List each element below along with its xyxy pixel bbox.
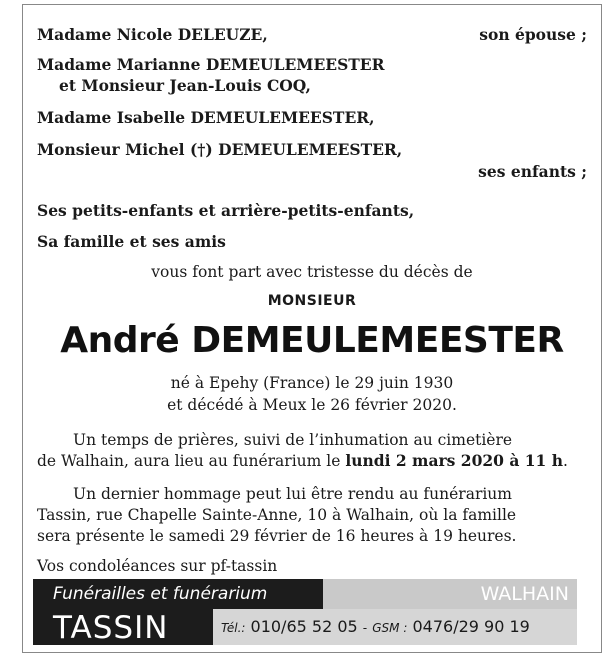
- family-line-1: Madame Nicole DELEUZE,: [37, 25, 268, 44]
- deceased-name: André DEMEULEMEESTER: [60, 320, 564, 361]
- family-line-5: Monsieur Michel (†) DEMEULEMEESTER,: [37, 140, 403, 159]
- gsm-label: GSM :: [372, 621, 408, 635]
- tel-label: Tél.:: [221, 621, 246, 635]
- prayer-line-2: de Walhain, aura lieu au funérarium le lundi 2 mars 2020 à 11 h.: [37, 451, 568, 470]
- hommage-line-1: Un dernier hommage peut lui être rendu au funérarium: [73, 485, 512, 503]
- obituary-notice: [22, 4, 602, 653]
- family-role-children: ses enfants ;: [478, 162, 587, 181]
- honorific: MONSIEUR: [267, 293, 357, 309]
- funeral-home-banner: [33, 579, 577, 645]
- family-line-7: Sa famille et ses amis: [37, 232, 226, 251]
- death-info: et décédé à Meux le 26 février 2020.: [167, 396, 457, 414]
- family-line-2: Madame Marianne DEMEULEMEESTER: [37, 55, 385, 74]
- prayer-line-1: Un temps de prières, suivi de l’inhumation au cimetière: [73, 431, 513, 449]
- hommage-line-2: Tassin, rue Chapelle Sainte-Anne, 10 à Walhain, où la famille: [37, 506, 517, 524]
- tel-number: 010/65 52 05: [250, 617, 358, 636]
- family-line-4: Madame Isabelle DEMEULEMEESTER,: [37, 108, 375, 127]
- banner-tagline: Funérailles et funérarium: [33, 579, 323, 609]
- family-line-3: et Monsieur Jean-Louis COQ,: [59, 76, 311, 95]
- condolences-text: Vos condoléances sur pf-tassin: [37, 557, 278, 575]
- hommage-line-3: sera présente le samedi 29 février de 16 heures à 19 heures.: [37, 527, 517, 545]
- announcement-text: vous font part avec tristesse du décès de: [151, 263, 473, 281]
- ceremony-date: lundi 2 mars 2020 à 11 h: [345, 451, 564, 470]
- family-role-spouse: son épouse ;: [479, 25, 587, 44]
- gsm-number: 0476/29 90 19: [412, 617, 530, 636]
- family-line-6: Ses petits-enfants et arrière-petits-enfants,: [37, 201, 415, 220]
- birth-info: né à Epehy (France) le 29 juin 1930: [170, 374, 454, 392]
- banner-contacts: [213, 609, 577, 645]
- banner-town: WALHAIN: [323, 579, 577, 609]
- contact-separator: -: [362, 621, 368, 635]
- banner-brand: TASSIN: [33, 609, 213, 645]
